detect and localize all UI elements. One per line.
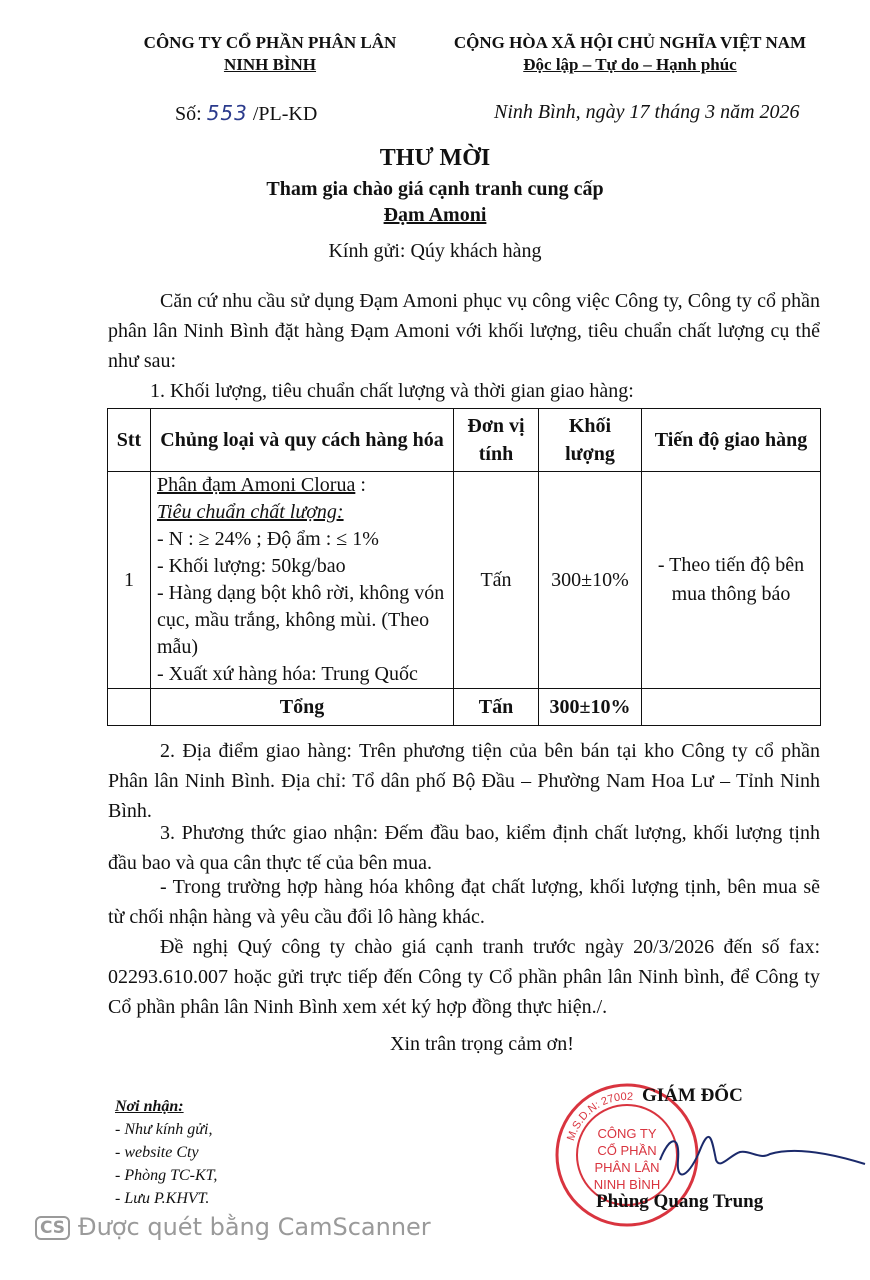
company-name-line1: CÔNG TY CỔ PHẦN PHÂN LÂN [143, 33, 397, 52]
section-3-note: - Trong trường hợp hàng hóa không đạt chất lượng, khối lượng tịnh, bên mua sẽ từ chối nhận hàng và yêu cầu đổi lô hàng khác. [108, 876, 820, 928]
recipient-item: - Phòng TC-KT, [115, 1167, 218, 1184]
cell-item [151, 472, 454, 689]
signer-name: Phùng Quang Trung [596, 1191, 764, 1212]
signer-position: GIÁM ĐỐC [642, 1085, 743, 1106]
document-number-prefix: Số: [175, 103, 202, 125]
total-unit: Tấn [454, 689, 539, 726]
header-stt: Stt [108, 409, 151, 472]
camscanner-badge: CS [35, 1216, 70, 1240]
total-stt-empty [108, 689, 151, 726]
company-name-block [130, 32, 410, 76]
recipient-item: - Như kính gửi, [115, 1121, 213, 1138]
recipient-item: - website Cty [115, 1144, 199, 1161]
camscanner-text: Được quét bằng CamScanner [78, 1213, 431, 1241]
document-date: Ninh Bình, ngày 17 tháng 3 năm 2026 [494, 101, 800, 123]
item-spec-3: - Hàng dạng bột khô rời, không vón cục, mầu trắng, không mùi. (Theo mẫu) [157, 582, 445, 658]
table-row [108, 472, 821, 689]
item-standard-label: Tiêu chuẩn chất lượng: [157, 501, 344, 523]
header-unit: Đơn vị tính [454, 409, 539, 472]
camscanner-watermark [35, 1213, 431, 1241]
header-schedule: Tiến độ giao hàng [642, 409, 821, 472]
item-name-line [157, 472, 447, 499]
item-spec-4: - Xuất xứ hàng hóa: Trung Quốc [157, 663, 418, 685]
stamp-line-4: NINH BÌNH [593, 1177, 661, 1192]
cell-qty: 300±10% [539, 472, 642, 689]
intro-paragraph: Căn cứ nhu cầu sử dụng Đạm Amoni phục vụ công việc Công ty, Công ty cổ phần phân lân Ninh Bình đặt hàng Đạm Amoni với khối lượng, tiêu chuẩn chất lượng cụ thể như sau: [108, 290, 820, 372]
document-subtitle: Tham gia chào giá cạnh tranh cung cấp [266, 178, 604, 200]
document-number [175, 101, 317, 126]
stamp-line-3: PHÂN LÂN [594, 1160, 660, 1175]
national-motto: Độc lập – Tự do – Hạnh phúc [523, 55, 737, 74]
company-name-line2: NINH BÌNH [223, 55, 317, 74]
document-number-suffix: /PL-KD [252, 103, 318, 125]
recipients-block [115, 1095, 217, 1210]
document-title: THƯ MỜI [379, 145, 491, 171]
header-item: Chủng loại và quy cách hàng hóa [151, 409, 454, 472]
item-spec-1: - N : ≥ 24% ; Độ ẩm : ≤ 1% [157, 528, 379, 550]
goods-table [107, 408, 821, 726]
item-spec-2: - Khối lượng: 50kg/bao [157, 555, 346, 577]
greeting: Kính gửi: Qúy khách hàng [328, 240, 542, 262]
section-1-heading: 1. Khối lượng, tiêu chuẩn chất lượng và thời gian giao hàng: [150, 380, 634, 402]
stamp-line-2: CỔ PHẦN [597, 1143, 657, 1158]
thanks-line: Xin trân trọng cảm ơn! [390, 1033, 574, 1055]
document-number-value: 553 [206, 101, 248, 125]
recipients-title: Nơi nhận: [115, 1098, 184, 1115]
republic-title: CỘNG HÒA XÃ HỘI CHỦ NGHĨA VIỆT NAM [453, 33, 807, 52]
request-paragraph: Đề nghị Quý công ty chào giá cạnh tranh trước ngày 20/3/2026 đến số fax: 02293.610.007 hoặc gửi trực tiếp đến Công ty Cổ phần phân lân Ninh bình, để Công ty Cổ phần phân lân Ninh Bình xem xét ký hợp đồng thực hiện./. [108, 936, 820, 1018]
table-total-row [108, 689, 821, 726]
total-label: Tổng [151, 689, 454, 726]
republic-block [440, 32, 820, 76]
handwritten-signature-icon [650, 1130, 870, 1180]
header-qty: Khối lượng [539, 409, 642, 472]
stamp-line-1: CÔNG TY [597, 1126, 657, 1141]
item-name: Phân đạm Amoni Clorua [157, 474, 356, 496]
stamp-ring-text: M.S.D.N: 27002 [565, 1090, 634, 1143]
item-name-colon: : [355, 474, 366, 496]
table-header-row [108, 409, 821, 472]
product-heading-text: Đạm Amoni [383, 204, 487, 226]
cell-unit: Tấn [454, 472, 539, 689]
total-schedule-empty [642, 689, 821, 726]
total-qty: 300±10% [539, 689, 642, 726]
recipient-item: - Lưu P.KHVT. [115, 1190, 210, 1207]
section-2: 2. Địa điểm giao hàng: Trên phương tiện của bên bán tại kho Công ty cổ phần Phân lân Ninh Bình. Địa chỉ: Tổ dân phố Bộ Đầu – Phường Nam Hoa Lư – Tỉnh Ninh Bình. [108, 740, 820, 822]
product-heading [0, 204, 870, 227]
cell-stt: 1 [108, 472, 151, 689]
section-3: 3. Phương thức giao nhận: Đếm đầu bao, kiểm định chất lượng, khối lượng tịnh đầu bao và qua cân thực tế của bên mua. [108, 822, 820, 874]
cell-schedule: - Theo tiến độ bên mua thông báo [642, 472, 821, 689]
